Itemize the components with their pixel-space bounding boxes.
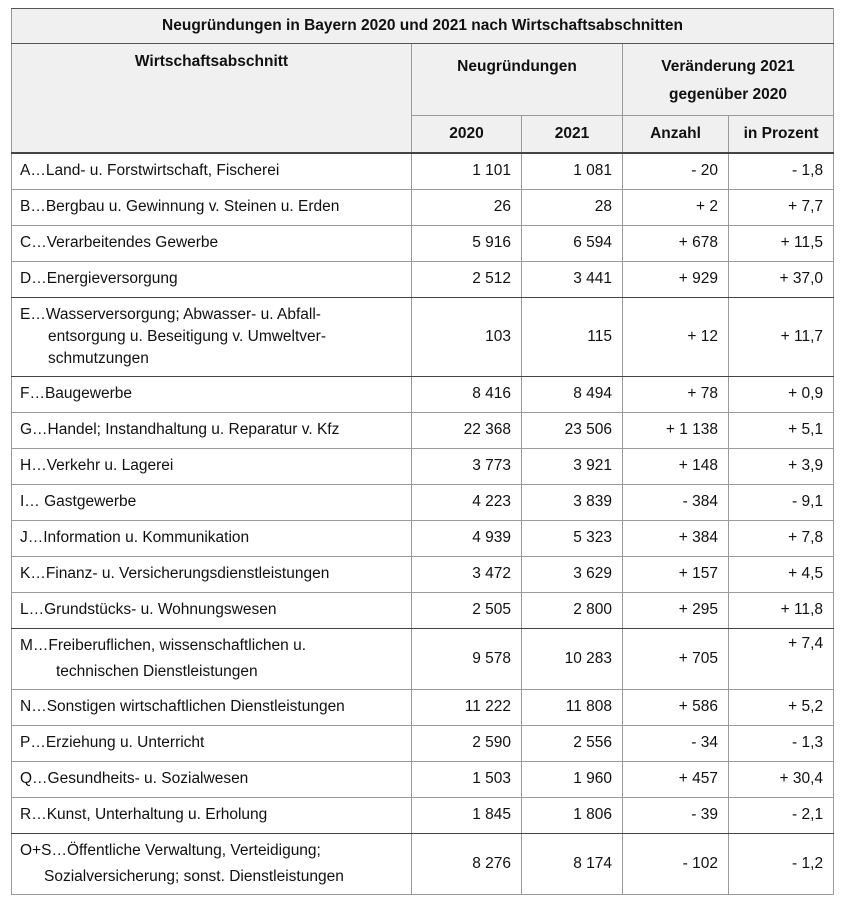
header-2021: 2021: [522, 116, 623, 154]
value-2021: 5 323: [522, 520, 623, 556]
value-2021: 1 081: [522, 153, 623, 189]
value-count: + 148: [623, 448, 729, 484]
row-label-line: G…Handel; Instandhaltung u. Reparatur v. Kfz: [20, 421, 340, 438]
value-count: - 39: [623, 797, 729, 833]
statistics-table: [11, 8, 834, 895]
row-label: [12, 297, 412, 376]
value-2020: 8 416: [412, 376, 522, 412]
row-label-line: Q…Gesundheits- u. Sozialwesen: [20, 770, 249, 787]
value-count: + 384: [623, 520, 729, 556]
value-2021: 8 174: [522, 833, 623, 894]
value-percent: - 1,3: [729, 725, 834, 761]
table-row: [12, 520, 834, 556]
row-label-line: Sozialversicherung; sonst. Dienstleistungen: [44, 867, 344, 885]
row-label-line: E…Wasserversorgung; Abwasser- u. Abfall-: [20, 305, 321, 323]
value-count: + 705: [623, 628, 729, 689]
value-2021: 28: [522, 189, 623, 225]
row-label: [12, 261, 412, 297]
table-row: [12, 797, 834, 833]
row-label: [12, 725, 412, 761]
row-label-line: B…Bergbau u. Gewinnung v. Steinen u. Erden: [20, 198, 340, 215]
row-label-line: F…Baugewerbe: [20, 385, 133, 402]
row-label-line: A…Land- u. Forstwirtschaft, Fischerei: [20, 162, 280, 180]
table-row: [12, 225, 834, 261]
value-2020: 2 512: [412, 261, 522, 297]
value-count: + 678: [623, 225, 729, 261]
value-percent: - 1,2: [729, 833, 834, 894]
value-count: + 157: [623, 556, 729, 592]
value-2020: 2 505: [412, 592, 522, 628]
value-2021: 10 283: [522, 628, 623, 689]
value-count: + 1 138: [623, 412, 729, 448]
value-2021: 3 441: [522, 261, 623, 297]
row-label-line: technischen Dienstleistungen: [56, 662, 258, 680]
value-2020: 103: [412, 297, 522, 376]
table-title: Neugründungen in Bayern 2020 und 2021 nach Wirtschaftsabschnitten: [12, 9, 834, 44]
value-percent: - 2,1: [729, 797, 834, 833]
value-percent: + 30,4: [729, 761, 834, 797]
value-2021: 3 921: [522, 448, 623, 484]
header-section: Wirtschaftsabschnitt: [12, 44, 412, 154]
value-count: + 12: [623, 297, 729, 376]
row-label: [12, 556, 412, 592]
row-label: [12, 520, 412, 556]
row-label-line: M…Freiberuflichen, wissenschaftlichen u.: [20, 636, 307, 654]
row-label-line: H…Verkehr u. Lagerei: [20, 457, 174, 474]
row-label-line: K…Finanz- u. Versicherungsdienstleistungen: [20, 565, 330, 582]
value-2020: 5 916: [412, 225, 522, 261]
value-2020: 3 773: [412, 448, 522, 484]
row-label: [12, 484, 412, 520]
value-2020: 4 223: [412, 484, 522, 520]
value-2020: 1 845: [412, 797, 522, 833]
value-count: + 457: [623, 761, 729, 797]
row-label: [12, 833, 412, 894]
value-2021: 115: [522, 297, 623, 376]
row-label-line: I… Gastgewerbe: [20, 493, 137, 510]
value-2021: 3 629: [522, 556, 623, 592]
table-row: [12, 725, 834, 761]
row-label: [12, 189, 412, 225]
value-2021: 23 506: [522, 412, 623, 448]
value-2021: 11 808: [522, 689, 623, 725]
value-count: - 102: [623, 833, 729, 894]
row-label-line: schmutzungen: [48, 349, 149, 367]
value-2020: 1 503: [412, 761, 522, 797]
row-label: [12, 153, 412, 189]
table-row: [12, 628, 834, 689]
header-change-line2: gegenüber 2020: [669, 86, 788, 103]
value-count: - 34: [623, 725, 729, 761]
value-2021: 3 839: [522, 484, 623, 520]
row-label-line: C…Verarbeitendes Gewerbe: [20, 234, 219, 251]
row-label: [12, 448, 412, 484]
header-percent: in Prozent: [729, 116, 834, 154]
value-percent: + 11,5: [729, 225, 834, 261]
header-foundings: Neugründungen: [412, 44, 623, 116]
value-percent: - 1,8: [729, 153, 834, 189]
value-count: - 20: [623, 153, 729, 189]
value-percent: - 9,1: [729, 484, 834, 520]
row-label-line: D…Energieversorgung: [20, 270, 178, 287]
value-2021: 2 556: [522, 725, 623, 761]
value-percent: + 11,8: [729, 592, 834, 628]
row-label: [12, 412, 412, 448]
row-label-line: O+S…Öffentliche Verwaltung, Verteidigung;: [20, 841, 321, 859]
table-row: [12, 448, 834, 484]
value-2020: 11 222: [412, 689, 522, 725]
value-count: - 384: [623, 484, 729, 520]
value-count: + 78: [623, 376, 729, 412]
value-2020: 22 368: [412, 412, 522, 448]
value-2020: 4 939: [412, 520, 522, 556]
value-2020: 2 590: [412, 725, 522, 761]
value-2021: 1 960: [522, 761, 623, 797]
table-row: [12, 376, 834, 412]
header-2020: 2020: [412, 116, 522, 154]
value-count: + 929: [623, 261, 729, 297]
table-row: [12, 556, 834, 592]
row-label: [12, 225, 412, 261]
row-label: [12, 628, 412, 689]
header-count: Anzahl: [623, 116, 729, 154]
table-row: [12, 297, 834, 376]
table-body: [12, 153, 834, 894]
row-label-line: J…Information u. Kommunikation: [20, 529, 250, 546]
row-label-line: P…Erziehung u. Unterricht: [20, 734, 205, 751]
value-percent: + 0,9: [729, 376, 834, 412]
value-2021: 8 494: [522, 376, 623, 412]
value-percent: + 11,7: [729, 297, 834, 376]
row-label: [12, 376, 412, 412]
value-2020: 3 472: [412, 556, 522, 592]
value-2020: 1 101: [412, 153, 522, 189]
row-label-line: N…Sonstigen wirtschaftlichen Dienstleistungen: [20, 698, 345, 715]
table-row: [12, 412, 834, 448]
table-row: [12, 592, 834, 628]
value-2020: 9 578: [412, 628, 522, 689]
value-2020: 8 276: [412, 833, 522, 894]
value-percent: + 5,2: [729, 689, 834, 725]
value-count: + 2: [623, 189, 729, 225]
row-label-line: entsorgung u. Beseitigung v. Umweltver-: [48, 327, 326, 345]
row-label: [12, 797, 412, 833]
header-change-line1: Veränderung 2021: [661, 58, 795, 75]
header-change: [623, 44, 834, 116]
table-row: [12, 689, 834, 725]
value-2020: 26: [412, 189, 522, 225]
table-row: [12, 261, 834, 297]
value-percent: + 5,1: [729, 412, 834, 448]
value-percent: + 37,0: [729, 261, 834, 297]
value-count: + 586: [623, 689, 729, 725]
value-count: + 295: [623, 592, 729, 628]
row-label: [12, 592, 412, 628]
row-label-line: R…Kunst, Unterhaltung u. Erholung: [20, 806, 268, 823]
table-row: [12, 189, 834, 225]
row-label: [12, 689, 412, 725]
value-percent: + 7,8: [729, 520, 834, 556]
value-percent: + 7,4: [729, 628, 834, 689]
table-row: [12, 761, 834, 797]
value-2021: 1 806: [522, 797, 623, 833]
row-label-line: L…Grundstücks- u. Wohnungswesen: [20, 601, 277, 618]
value-percent: + 3,9: [729, 448, 834, 484]
table-row: [12, 153, 834, 189]
value-2021: 2 800: [522, 592, 623, 628]
table-row: [12, 484, 834, 520]
row-label: [12, 761, 412, 797]
value-percent: + 7,7: [729, 189, 834, 225]
value-2021: 6 594: [522, 225, 623, 261]
value-percent: + 4,5: [729, 556, 834, 592]
table-row: [12, 833, 834, 894]
